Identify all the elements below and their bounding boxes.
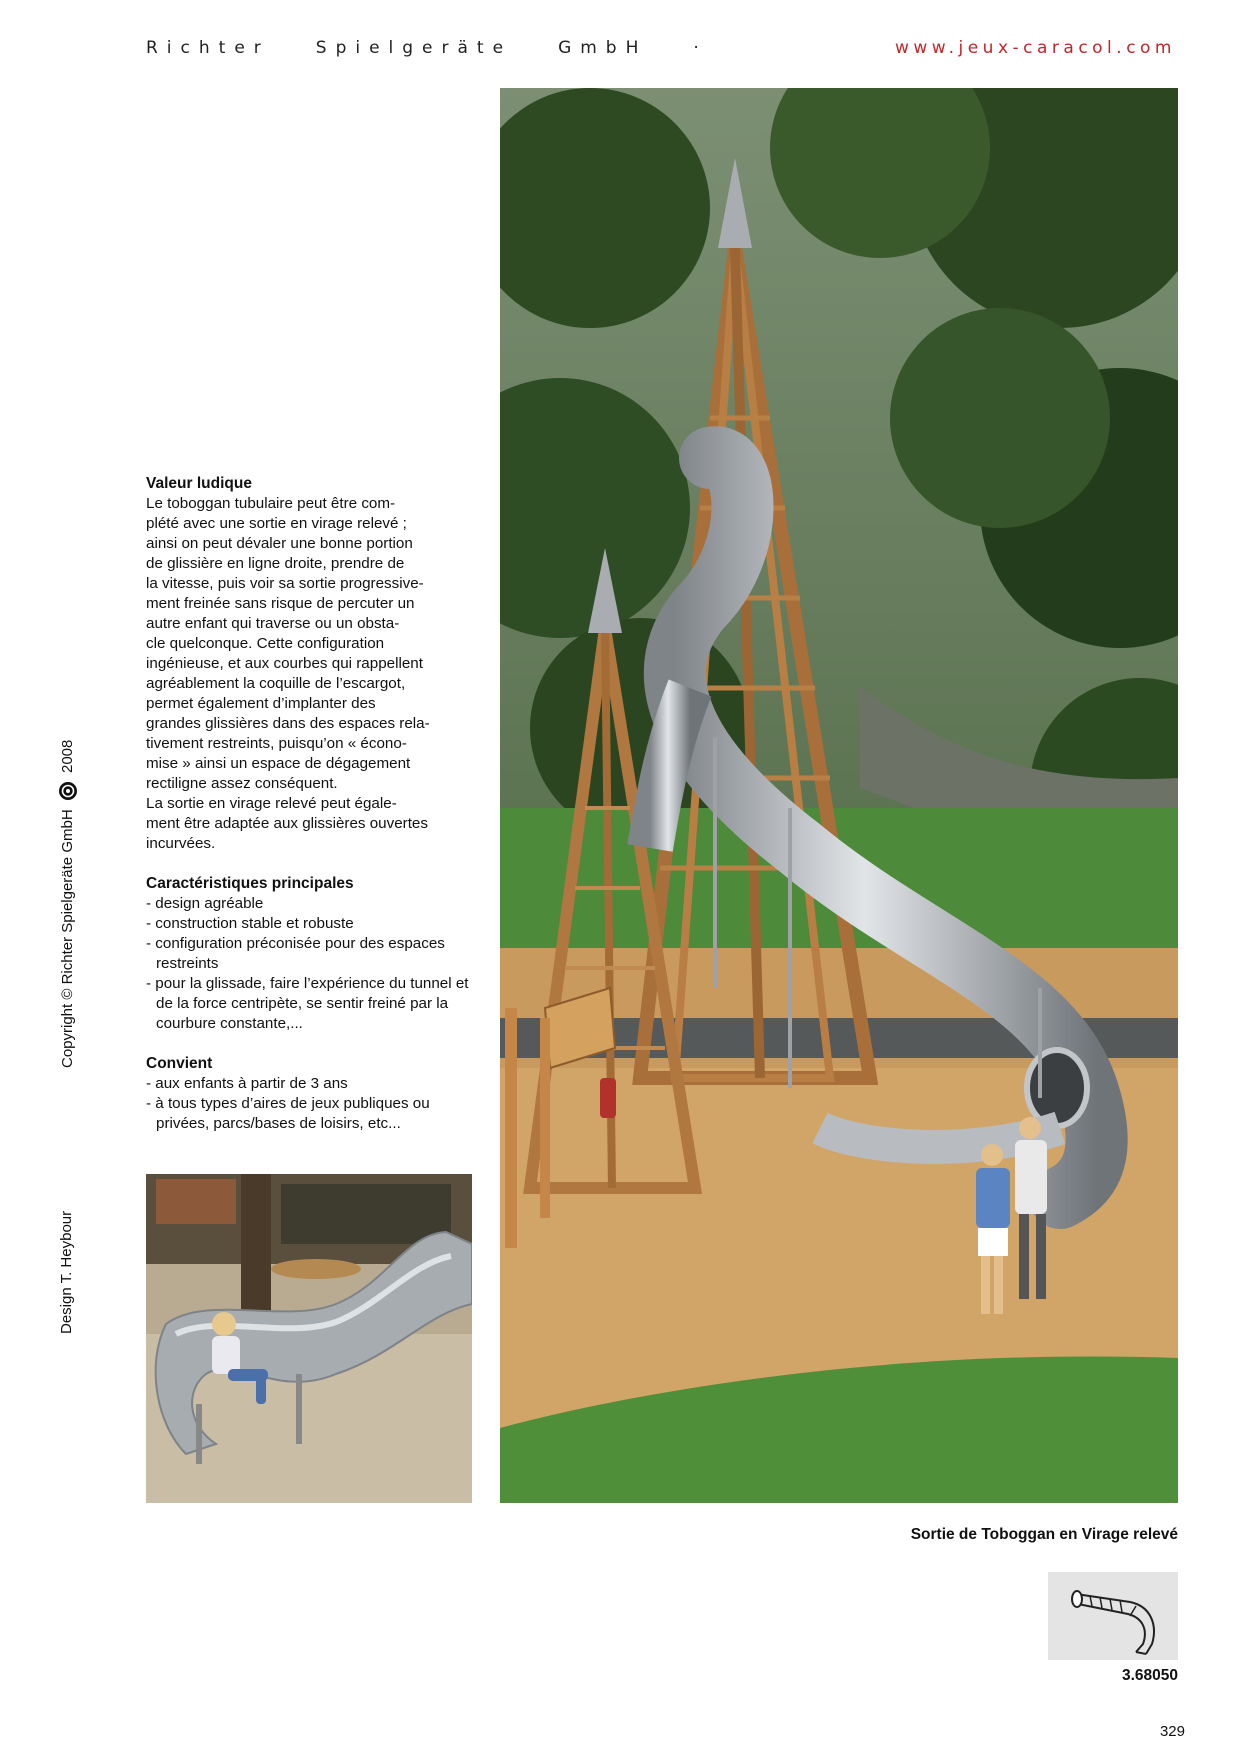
- body-line: autre enfant qui traverse ou un obsta-: [146, 615, 400, 632]
- body-line: ainsi on peut dévaler une bonne portion: [146, 535, 413, 552]
- header-company: [146, 38, 708, 58]
- product-caption: Sortie de Toboggan en Virage relevé: [910, 1526, 1178, 1543]
- body-line: cle quelconque. Cette configuration: [146, 635, 385, 652]
- body-line: de glissière en ligne droite, prendre de: [146, 555, 405, 572]
- photo-tube-slide-towers: [500, 88, 1178, 1503]
- tube-slide-sketch-icon: [1072, 1591, 1154, 1654]
- copyright-vertical: [58, 740, 78, 1068]
- body-line: mise » ainsi un espace de dégagement: [146, 755, 411, 772]
- body-line: permet également d’implanter des: [146, 695, 376, 712]
- body-line: grandes glissières dans des espaces rela-: [146, 715, 430, 732]
- section-suitable-for: [146, 1054, 482, 1134]
- page-number: 329: [1159, 1723, 1185, 1740]
- header-website[interactable]: www.jeux-caracol.com: [894, 38, 1176, 58]
- design-credit: Design T. Heybour: [58, 1210, 75, 1334]
- section-main-features: [146, 874, 482, 1034]
- section-title-play-value: Valeur ludique: [146, 475, 252, 492]
- section-title-suitable-for: Convient: [146, 1055, 213, 1072]
- body-line: La sortie en virage relevé peut égale-: [146, 795, 397, 812]
- body-line: Le toboggan tubulaire peut être com-: [146, 495, 396, 512]
- header-word-2: Spielgeräte: [315, 38, 513, 58]
- description-column: [146, 474, 482, 1154]
- snail-logo-icon: [58, 781, 78, 801]
- suitable-list: [146, 1074, 482, 1134]
- section-title-main-features: Caractéristiques principales: [146, 875, 354, 892]
- body-line: la vitesse, puis voir sa sortie progressive-: [146, 575, 424, 592]
- copyright-text: Copyright © Richter Spielgeräte GmbH: [58, 809, 76, 1068]
- features-list: [146, 894, 482, 1034]
- body-line: rectiligne assez conséquent.: [146, 775, 338, 792]
- list-item: - pour la glissade, faire l’expérience du tunnel et de la force centripète, se sentir freiné par la courbure constante,...: [146, 975, 469, 1032]
- list-item: - aux enfants à partir de 3 ans: [146, 1075, 348, 1092]
- header-word-1: Richter: [146, 38, 270, 58]
- list-item: - configuration préconisée pour des espaces restreints: [146, 935, 445, 972]
- body-line: agréablement la coquille de l’escargot,: [146, 675, 406, 692]
- body-line: ment être adaptée aux glissières ouvertes: [146, 815, 428, 832]
- list-item: - design agréable: [146, 895, 264, 912]
- article-number: 3.68050: [1121, 1667, 1178, 1684]
- body-line: incurvées.: [146, 835, 216, 852]
- list-item: - à tous types d’aires de jeux publiques ou privées, parcs/bases de loisirs, etc...: [146, 1095, 430, 1132]
- product-thumbnail: [1048, 1572, 1178, 1660]
- header-word-3: GmbH: [558, 38, 648, 58]
- copyright-year: 2008: [58, 739, 76, 773]
- body-line: plété avec une sortie en virage relevé ;: [146, 515, 407, 532]
- body-line: ingénieuse, et aux courbes qui rappellent: [146, 655, 423, 672]
- section-play-value: [146, 474, 482, 854]
- body-line: ment freinée sans risque de percuter un: [146, 595, 415, 612]
- body-line: tivement restreints, puisqu’on « écono-: [146, 735, 407, 752]
- list-item: - construction stable et robuste: [146, 915, 354, 932]
- photo-child-on-slide: [146, 1174, 472, 1503]
- header-separator: ·: [693, 38, 708, 58]
